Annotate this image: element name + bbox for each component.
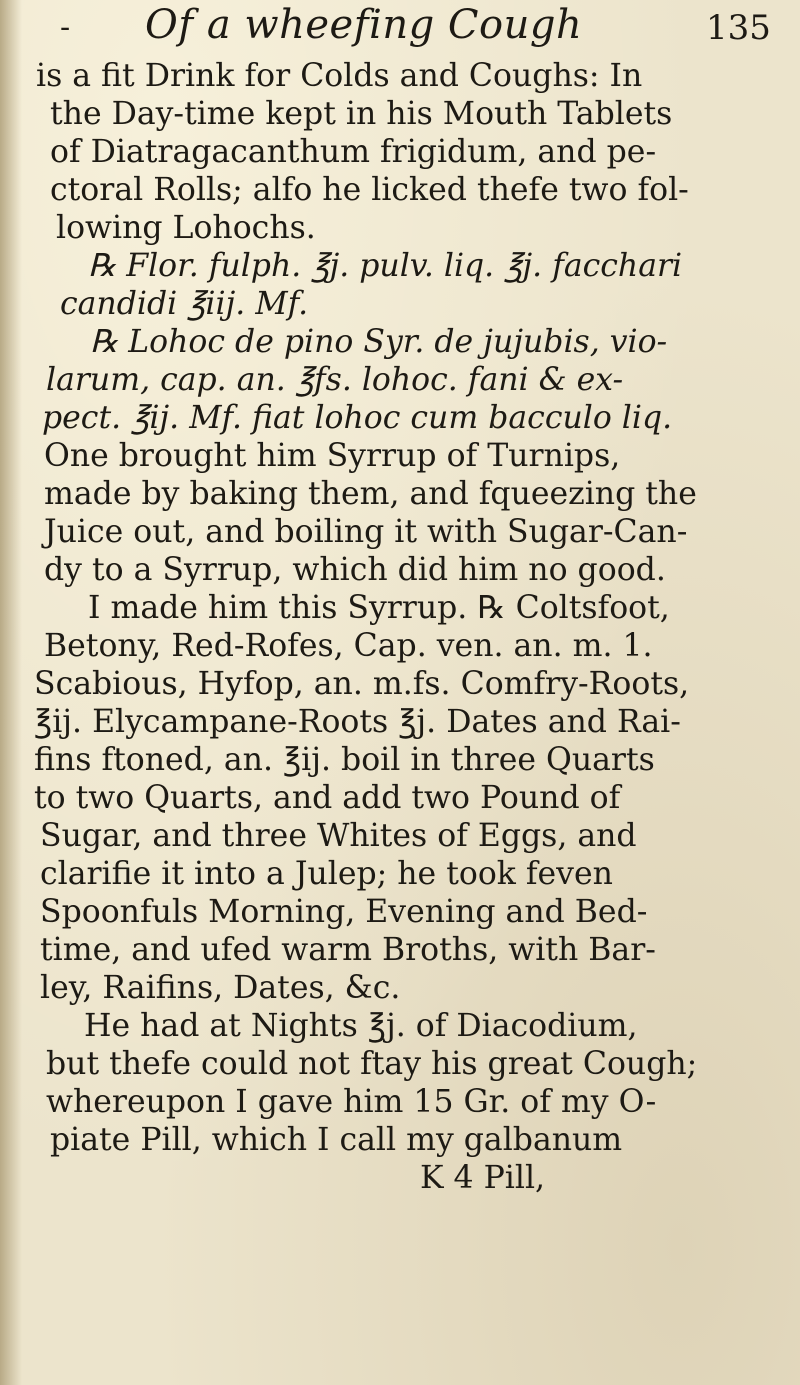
header-dash: -	[60, 10, 71, 45]
signature-and-catchword: K 4 Pill,	[420, 1160, 546, 1196]
text-line: ℞ Flor. fulph. ℥j. pulv. liq. ℥j. facchari	[88, 248, 683, 284]
text-line: time, and ufed warm Broths, with Bar-	[40, 932, 656, 968]
text-line: pect. ℥ij. Mf. fiat lohoc cum bacculo liq.	[42, 400, 673, 436]
text-line: ley, Raifins, Dates, &c.	[40, 970, 401, 1006]
text-line: made by baking them, and fqueezing the	[44, 476, 697, 512]
text-line: Juice out, and boiling it with Sugar-Can-	[44, 514, 688, 550]
text-line: ctoral Rolls; alfo he licked thefe two fol-	[50, 172, 689, 208]
text-line: He had at Nights ℥j. of Diacodium,	[84, 1008, 638, 1044]
text-line: candidi ℥iij. Mf.	[60, 286, 309, 322]
text-line: Scabious, Hyfop, an. m.fs. Comfry-Roots,	[34, 666, 690, 702]
text-line: Sugar, and three Whites of Eggs, and	[40, 818, 637, 854]
running-head: Of a wheefing Cough	[145, 2, 583, 48]
text-line: is a fit Drink for Colds and Coughs: In	[36, 58, 643, 94]
text-line: the Day-time kept in his Mouth Tablets	[50, 96, 673, 132]
text-line: larum, cap. an. ℥fs. lohoc. fani & ex-	[46, 362, 624, 398]
text-line: lowing Lohochs.	[56, 210, 316, 246]
text-line: clarifie it into a Julep; he took feven	[40, 856, 613, 892]
text-line: I made him this Syrrup. ℞ Coltsfoot,	[88, 590, 670, 626]
text-line: of Diatragacanthum frigidum, and pe-	[50, 134, 657, 170]
text-line: Spoonfuls Morning, Evening and Bed-	[40, 894, 648, 930]
page-gutter-shadow	[0, 0, 22, 1385]
text-line: fins ftoned, an. ℥ij. boil in three Quarts	[34, 742, 655, 778]
text-line: ℥ij. Elycampane-Roots ℥j. Dates and Rai-	[34, 704, 681, 740]
page-number: 135	[706, 8, 771, 48]
text-line: dy to a Syrrup, which did him no good.	[44, 552, 666, 588]
text-line: to two Quarts, and add two Pound of	[34, 780, 621, 816]
text-line: One brought him Syrrup of Turnips,	[44, 438, 621, 474]
text-line: piate Pill, which I call my galbanum	[50, 1122, 623, 1158]
text-line: ℞ Lohoc de pino Syr. de jujubis, vio-	[90, 324, 668, 360]
text-line: but thefe could not ftay his great Cough;	[46, 1046, 698, 1082]
text-line: Betony, Red-Rofes, Cap. ven. an. m. 1.	[44, 628, 653, 664]
text-line: whereupon I gave him 15 Gr. of my O-	[46, 1084, 657, 1120]
page-header	[0, 0, 800, 60]
